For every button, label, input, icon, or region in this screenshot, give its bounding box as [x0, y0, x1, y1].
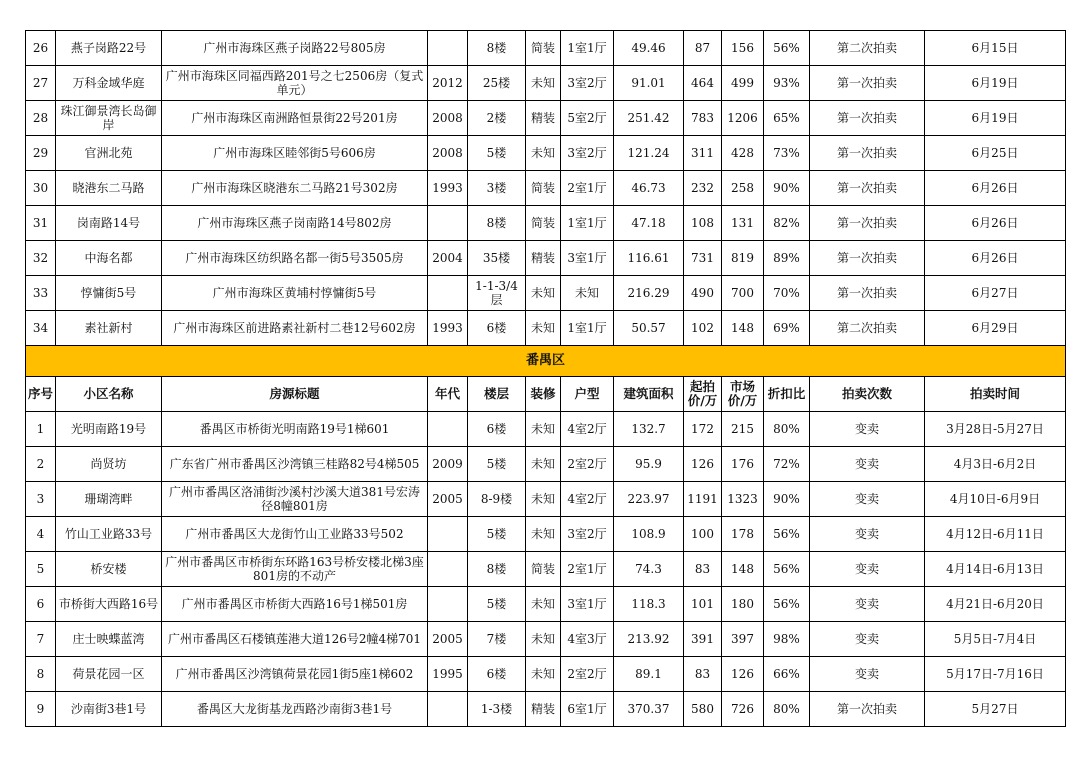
- cell-market-price: 428: [722, 136, 764, 171]
- cell-decoration: 未知: [526, 276, 561, 311]
- cell-listing-title: 广州市番禺区市桥街大西路16号1梯501房: [162, 587, 428, 622]
- cell-community: 桥安楼: [56, 552, 162, 587]
- cell-market-price: 1206: [722, 101, 764, 136]
- cell-listing-title: 广州市海珠区黄埔村惇慵街5号: [162, 276, 428, 311]
- table-row: [26, 206, 1066, 241]
- table-row: [26, 171, 1066, 206]
- table-row: [26, 517, 1066, 552]
- cell-auction-time: 6月26日: [925, 241, 1066, 276]
- cell-market-price: 176: [722, 447, 764, 482]
- cell-auction-time: 4月12日-6月11日: [925, 517, 1066, 552]
- cell-listing-title: 广州市番禺区洛浦街沙溪村沙溪大道381号宏涛径8幢801房: [162, 482, 428, 517]
- header-floor: 楼层: [468, 377, 526, 412]
- table-row: [26, 552, 1066, 587]
- table-row: [26, 412, 1066, 447]
- cell-auction-time: 6月29日: [925, 311, 1066, 346]
- cell-auction-time: 5月5日-7月4日: [925, 622, 1066, 657]
- cell-layout: 5室2厅: [561, 101, 614, 136]
- cell-market-price: 180: [722, 587, 764, 622]
- cell-floor: 6楼: [468, 412, 526, 447]
- cell-market-price: 126: [722, 657, 764, 692]
- cell-market-price: 148: [722, 311, 764, 346]
- cell-index: 32: [26, 241, 56, 276]
- cell-discount: 56%: [764, 31, 810, 66]
- cell-year: 2012: [428, 66, 468, 101]
- cell-area: 213.92: [614, 622, 684, 657]
- cell-auction-round: 第一次拍卖: [810, 276, 925, 311]
- cell-auction-time: 5月27日: [925, 692, 1066, 727]
- cell-decoration: 未知: [526, 136, 561, 171]
- header-index: 序号: [26, 377, 56, 412]
- cell-community: 珠江御景湾长岛御岸: [56, 101, 162, 136]
- cell-decoration: 简装: [526, 31, 561, 66]
- cell-layout: 未知: [561, 276, 614, 311]
- cell-community: 尚贤坊: [56, 447, 162, 482]
- table-row: [26, 31, 1066, 66]
- cell-start-price: 232: [684, 171, 722, 206]
- cell-auction-time: 6月26日: [925, 171, 1066, 206]
- cell-decoration: 未知: [526, 657, 561, 692]
- cell-floor: 3楼: [468, 171, 526, 206]
- cell-index: 30: [26, 171, 56, 206]
- cell-listing-title: 番禺区市桥街光明南路19号1梯601: [162, 412, 428, 447]
- cell-discount: 82%: [764, 206, 810, 241]
- cell-market-price: 819: [722, 241, 764, 276]
- cell-auction-round: 第一次拍卖: [810, 66, 925, 101]
- cell-listing-title: 广州市海珠区睦邻街5号606房: [162, 136, 428, 171]
- cell-market-price: 499: [722, 66, 764, 101]
- header-market-price: 市场价/万: [722, 377, 764, 412]
- cell-start-price: 126: [684, 447, 722, 482]
- cell-auction-round: 变卖: [810, 447, 925, 482]
- cell-year: [428, 692, 468, 727]
- section-title-panyu: 番禺区: [26, 346, 1066, 377]
- cell-decoration: 未知: [526, 66, 561, 101]
- cell-area: 74.3: [614, 552, 684, 587]
- cell-index: 34: [26, 311, 56, 346]
- cell-listing-title: 广州市番禺区沙湾镇荷景花园1街5座1梯602: [162, 657, 428, 692]
- cell-year: 2005: [428, 622, 468, 657]
- cell-discount: 56%: [764, 517, 810, 552]
- cell-discount: 65%: [764, 101, 810, 136]
- cell-area: 89.1: [614, 657, 684, 692]
- cell-decoration: 精装: [526, 241, 561, 276]
- cell-index: 33: [26, 276, 56, 311]
- cell-start-price: 83: [684, 657, 722, 692]
- table-row: [26, 101, 1066, 136]
- cell-layout: 3室2厅: [561, 517, 614, 552]
- cell-layout: 3室1厅: [561, 241, 614, 276]
- cell-floor: 5楼: [468, 587, 526, 622]
- cell-listing-title: 广州市番禺区大龙街竹山工业路33号502: [162, 517, 428, 552]
- cell-auction-time: 6月15日: [925, 31, 1066, 66]
- table-header-row: [26, 377, 1066, 412]
- cell-community: 中海名都: [56, 241, 162, 276]
- cell-floor: 6楼: [468, 311, 526, 346]
- cell-listing-title: 番禺区大龙街基龙西路沙南街3巷1号: [162, 692, 428, 727]
- cell-auction-round: 变卖: [810, 517, 925, 552]
- cell-floor: 5楼: [468, 136, 526, 171]
- cell-floor: 1-1-3/4层: [468, 276, 526, 311]
- cell-start-price: 490: [684, 276, 722, 311]
- header-decoration: 装修: [526, 377, 561, 412]
- cell-auction-round: 第一次拍卖: [810, 692, 925, 727]
- cell-index: 2: [26, 447, 56, 482]
- cell-layout: 2室2厅: [561, 447, 614, 482]
- cell-area: 49.46: [614, 31, 684, 66]
- cell-community: 惇慵街5号: [56, 276, 162, 311]
- header-listing-title: 房源标题: [162, 377, 428, 412]
- cell-area: 118.3: [614, 587, 684, 622]
- cell-discount: 56%: [764, 587, 810, 622]
- cell-community: 光明南路19号: [56, 412, 162, 447]
- cell-floor: 5楼: [468, 517, 526, 552]
- cell-auction-round: 第二次拍卖: [810, 311, 925, 346]
- cell-year: 2008: [428, 101, 468, 136]
- cell-year: [428, 276, 468, 311]
- cell-market-price: 215: [722, 412, 764, 447]
- cell-floor: 8-9楼: [468, 482, 526, 517]
- cell-community: 珊瑚湾畔: [56, 482, 162, 517]
- cell-start-price: 311: [684, 136, 722, 171]
- cell-area: 132.7: [614, 412, 684, 447]
- cell-auction-round: 第一次拍卖: [810, 206, 925, 241]
- cell-layout: 1室1厅: [561, 31, 614, 66]
- cell-auction-time: 5月17日-7月16日: [925, 657, 1066, 692]
- cell-index: 4: [26, 517, 56, 552]
- cell-start-price: 783: [684, 101, 722, 136]
- cell-market-price: 131: [722, 206, 764, 241]
- cell-area: 223.97: [614, 482, 684, 517]
- table-row: [26, 692, 1066, 727]
- header-auction-round: 拍卖次数: [810, 377, 925, 412]
- cell-layout: 4室2厅: [561, 412, 614, 447]
- cell-area: 370.37: [614, 692, 684, 727]
- cell-start-price: 83: [684, 552, 722, 587]
- cell-year: 1993: [428, 171, 468, 206]
- cell-floor: 8楼: [468, 206, 526, 241]
- cell-index: 1: [26, 412, 56, 447]
- cell-index: 5: [26, 552, 56, 587]
- header-year: 年代: [428, 377, 468, 412]
- cell-area: 91.01: [614, 66, 684, 101]
- cell-start-price: 102: [684, 311, 722, 346]
- cell-floor: 5楼: [468, 447, 526, 482]
- cell-start-price: 391: [684, 622, 722, 657]
- cell-listing-title: 广州市海珠区纺织路名都一街5号3505房: [162, 241, 428, 276]
- cell-year: 2009: [428, 447, 468, 482]
- header-area: 建筑面积: [614, 377, 684, 412]
- cell-discount: 69%: [764, 311, 810, 346]
- cell-floor: 2楼: [468, 101, 526, 136]
- cell-discount: 56%: [764, 552, 810, 587]
- cell-auction-round: 第二次拍卖: [810, 31, 925, 66]
- cell-community: 素社新村: [56, 311, 162, 346]
- table-row: [26, 657, 1066, 692]
- cell-year: [428, 587, 468, 622]
- cell-auction-time: 6月19日: [925, 101, 1066, 136]
- cell-area: 47.18: [614, 206, 684, 241]
- cell-listing-title: 广州市海珠区燕子岗路22号805房: [162, 31, 428, 66]
- cell-area: 116.61: [614, 241, 684, 276]
- cell-year: 1995: [428, 657, 468, 692]
- cell-index: 29: [26, 136, 56, 171]
- header-community: 小区名称: [56, 377, 162, 412]
- header-discount: 折扣比: [764, 377, 810, 412]
- cell-auction-time: 3月28日-5月27日: [925, 412, 1066, 447]
- cell-start-price: 464: [684, 66, 722, 101]
- cell-community: 官洲北苑: [56, 136, 162, 171]
- cell-listing-title: 广州市海珠区同福西路201号之七2506房（复式单元）: [162, 66, 428, 101]
- cell-auction-time: 4月14日-6月13日: [925, 552, 1066, 587]
- cell-layout: 3室1厅: [561, 587, 614, 622]
- cell-discount: 73%: [764, 136, 810, 171]
- cell-year: 2008: [428, 136, 468, 171]
- cell-start-price: 731: [684, 241, 722, 276]
- cell-year: 2005: [428, 482, 468, 517]
- cell-listing-title: 广州市番禺区石楼镇莲港大道126号2幢4梯701: [162, 622, 428, 657]
- cell-auction-round: 变卖: [810, 552, 925, 587]
- cell-floor: 8楼: [468, 31, 526, 66]
- cell-auction-time: 4月21日-6月20日: [925, 587, 1066, 622]
- cell-year: 2004: [428, 241, 468, 276]
- haizhu-rows: [26, 31, 1066, 346]
- header-start-price: 起拍价/万: [684, 377, 722, 412]
- cell-auction-time: 4月10日-6月9日: [925, 482, 1066, 517]
- cell-discount: 90%: [764, 482, 810, 517]
- cell-discount: 72%: [764, 447, 810, 482]
- cell-decoration: 简装: [526, 206, 561, 241]
- cell-layout: 1室1厅: [561, 206, 614, 241]
- cell-index: 6: [26, 587, 56, 622]
- table-row: [26, 622, 1066, 657]
- cell-community: 沙南街3巷1号: [56, 692, 162, 727]
- cell-market-price: 178: [722, 517, 764, 552]
- cell-auction-time: 6月19日: [925, 66, 1066, 101]
- cell-layout: 2室1厅: [561, 552, 614, 587]
- cell-community: 岗南路14号: [56, 206, 162, 241]
- cell-floor: 8楼: [468, 552, 526, 587]
- cell-year: [428, 552, 468, 587]
- cell-listing-title: 广州市海珠区南洲路恒景街22号201房: [162, 101, 428, 136]
- cell-area: 251.42: [614, 101, 684, 136]
- cell-discount: 70%: [764, 276, 810, 311]
- table-row: [26, 276, 1066, 311]
- cell-auction-time: 4月3日-6月2日: [925, 447, 1066, 482]
- cell-decoration: 精装: [526, 692, 561, 727]
- cell-discount: 89%: [764, 241, 810, 276]
- table-row: [26, 66, 1066, 101]
- cell-start-price: 108: [684, 206, 722, 241]
- cell-index: 3: [26, 482, 56, 517]
- cell-listing-title: 广州市海珠区燕子岗南路14号802房: [162, 206, 428, 241]
- table-row: [26, 447, 1066, 482]
- cell-market-price: 397: [722, 622, 764, 657]
- cell-decoration: 未知: [526, 587, 561, 622]
- cell-start-price: 101: [684, 587, 722, 622]
- cell-layout: 6室1厅: [561, 692, 614, 727]
- cell-floor: 7楼: [468, 622, 526, 657]
- cell-index: 26: [26, 31, 56, 66]
- cell-decoration: 简装: [526, 552, 561, 587]
- cell-year: [428, 412, 468, 447]
- cell-index: 7: [26, 622, 56, 657]
- cell-auction-round: 第一次拍卖: [810, 101, 925, 136]
- table-row: [26, 136, 1066, 171]
- cell-decoration: 未知: [526, 447, 561, 482]
- cell-index: 27: [26, 66, 56, 101]
- cell-area: 95.9: [614, 447, 684, 482]
- table-row: [26, 311, 1066, 346]
- cell-index: 9: [26, 692, 56, 727]
- cell-auction-round: 变卖: [810, 622, 925, 657]
- cell-auction-round: 变卖: [810, 482, 925, 517]
- cell-floor: 6楼: [468, 657, 526, 692]
- cell-auction-round: 变卖: [810, 657, 925, 692]
- cell-area: 46.73: [614, 171, 684, 206]
- cell-community: 竹山工业路33号: [56, 517, 162, 552]
- cell-market-price: 700: [722, 276, 764, 311]
- cell-listing-title: 广东省广州市番禺区沙湾镇三桂路82号4梯505: [162, 447, 428, 482]
- cell-decoration: 简装: [526, 171, 561, 206]
- cell-auction-time: 6月26日: [925, 206, 1066, 241]
- cell-market-price: 156: [722, 31, 764, 66]
- cell-area: 108.9: [614, 517, 684, 552]
- cell-market-price: 258: [722, 171, 764, 206]
- cell-market-price: 1323: [722, 482, 764, 517]
- cell-listing-title: 广州市海珠区晓港东二马路21号302房: [162, 171, 428, 206]
- cell-area: 121.24: [614, 136, 684, 171]
- cell-community: 市桥街大西路16号: [56, 587, 162, 622]
- cell-listing-title: 广州市海珠区前进路素社新村二巷12号602房: [162, 311, 428, 346]
- cell-year: [428, 206, 468, 241]
- table-row: [26, 587, 1066, 622]
- cell-area: 216.29: [614, 276, 684, 311]
- cell-layout: 3室2厅: [561, 136, 614, 171]
- cell-start-price: 100: [684, 517, 722, 552]
- cell-layout: 4室3厅: [561, 622, 614, 657]
- cell-decoration: 未知: [526, 482, 561, 517]
- cell-discount: 66%: [764, 657, 810, 692]
- header-layout: 户型: [561, 377, 614, 412]
- cell-index: 8: [26, 657, 56, 692]
- cell-decoration: 精装: [526, 101, 561, 136]
- cell-layout: 1室1厅: [561, 311, 614, 346]
- cell-community: 晓港东二马路: [56, 171, 162, 206]
- cell-layout: 4室2厅: [561, 482, 614, 517]
- cell-floor: 25楼: [468, 66, 526, 101]
- auction-listing-table: [25, 30, 1066, 727]
- cell-auction-round: 变卖: [810, 587, 925, 622]
- cell-floor: 35楼: [468, 241, 526, 276]
- cell-auction-round: 第一次拍卖: [810, 171, 925, 206]
- cell-year: [428, 31, 468, 66]
- cell-floor: 1-3楼: [468, 692, 526, 727]
- cell-start-price: 172: [684, 412, 722, 447]
- table-row: [26, 482, 1066, 517]
- cell-community: 荷景花园一区: [56, 657, 162, 692]
- cell-community: 燕子岗路22号: [56, 31, 162, 66]
- cell-index: 28: [26, 101, 56, 136]
- header-auction-time: 拍卖时间: [925, 377, 1066, 412]
- table-row: [26, 241, 1066, 276]
- cell-market-price: 148: [722, 552, 764, 587]
- cell-decoration: 未知: [526, 412, 561, 447]
- cell-listing-title: 广州市番禺区市桥街东环路163号桥安楼北梯3座801房的不动产: [162, 552, 428, 587]
- cell-decoration: 未知: [526, 517, 561, 552]
- cell-layout: 2室1厅: [561, 171, 614, 206]
- cell-discount: 80%: [764, 692, 810, 727]
- cell-discount: 90%: [764, 171, 810, 206]
- cell-discount: 93%: [764, 66, 810, 101]
- cell-community: 万科金域华庭: [56, 66, 162, 101]
- cell-auction-time: 6月25日: [925, 136, 1066, 171]
- cell-discount: 98%: [764, 622, 810, 657]
- cell-decoration: 未知: [526, 622, 561, 657]
- cell-community: 庄士映蝶蓝湾: [56, 622, 162, 657]
- cell-start-price: 1191: [684, 482, 722, 517]
- cell-layout: 3室2厅: [561, 66, 614, 101]
- cell-auction-time: 6月27日: [925, 276, 1066, 311]
- cell-auction-round: 第一次拍卖: [810, 241, 925, 276]
- panyu-rows: [26, 412, 1066, 727]
- cell-layout: 2室2厅: [561, 657, 614, 692]
- cell-year: 1993: [428, 311, 468, 346]
- cell-area: 50.57: [614, 311, 684, 346]
- cell-discount: 80%: [764, 412, 810, 447]
- cell-start-price: 87: [684, 31, 722, 66]
- cell-index: 31: [26, 206, 56, 241]
- cell-decoration: 未知: [526, 311, 561, 346]
- cell-market-price: 726: [722, 692, 764, 727]
- cell-auction-round: 变卖: [810, 412, 925, 447]
- cell-year: [428, 517, 468, 552]
- cell-start-price: 580: [684, 692, 722, 727]
- cell-auction-round: 第一次拍卖: [810, 136, 925, 171]
